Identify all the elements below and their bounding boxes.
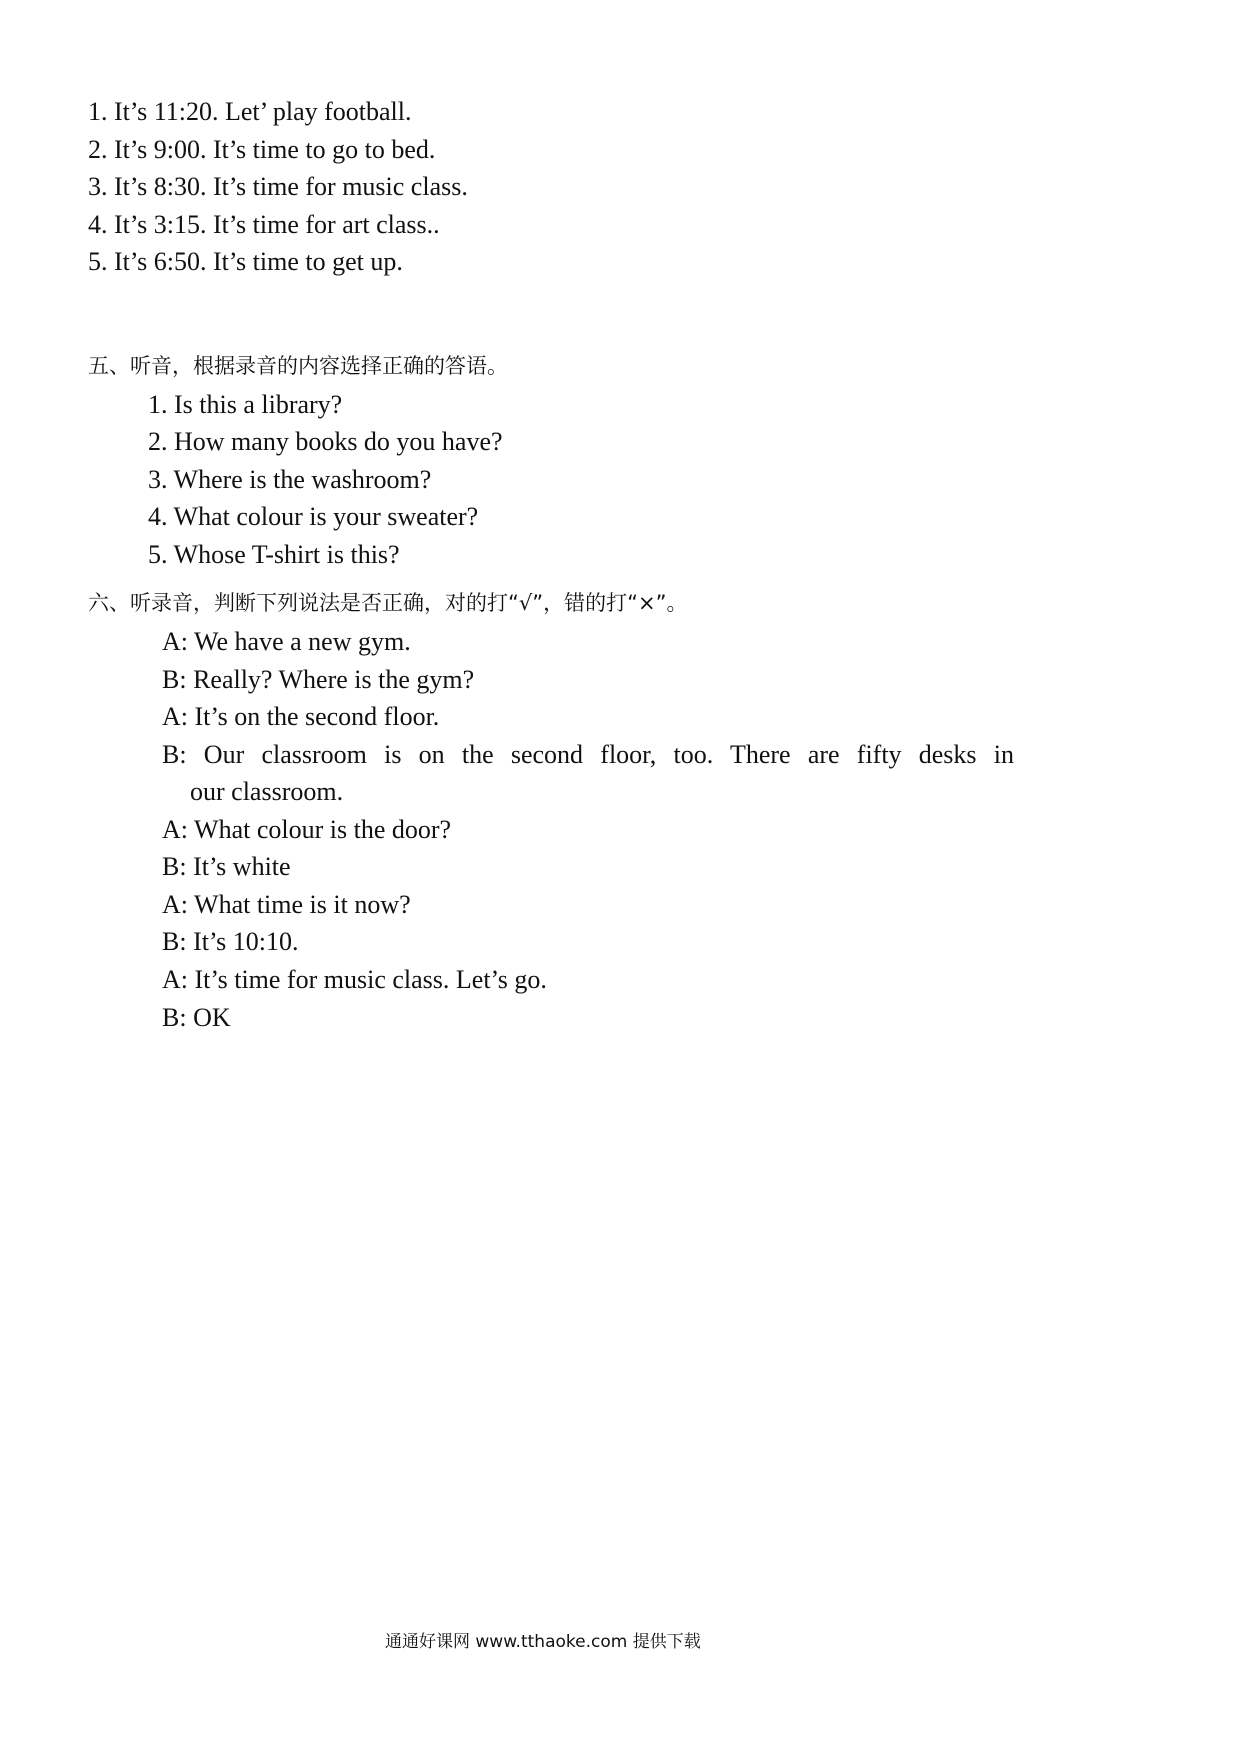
dialogue-line: A: It’s on the second floor. [162,702,440,731]
dialogue-line: A: We have a new gym. [162,627,411,656]
dialogue-line: A: What time is it now? [162,890,411,919]
section5-item-3: 3. Where is the washroom? [148,465,432,494]
footer-text: 通通好课网 www.tthaoke.com 提供下载 [385,1632,701,1652]
dialogue-line-continuation: our classroom. [190,777,344,806]
section4-item-3: 3. It’s 8:30. It’s time for music class. [88,172,468,201]
dialogue-line: B: Our classroom is on the second floor, too. There are fifty desks in [162,740,1014,769]
dialogue-line: B: It’s white [162,852,291,881]
section6-heading: 六、听录音，判断下列说法是否正确，对的打“√”，错的打“×”。 [88,591,688,615]
section4-item-4: 4. It’s 3:15. It’s time for art class.. [88,210,440,239]
section5-heading: 五、听音，根据录音的内容选择正确的答语。 [88,354,508,378]
section4-item-1: 1. It’s 11:20. Let’ play football. [88,97,412,126]
section5-item-5: 5. Whose T-shirt is this? [148,540,400,569]
dialogue-line: B: It’s 10:10. [162,927,299,956]
dialogue-line: A: It’s time for music class. Let’s go. [162,965,547,994]
section5-item-2: 2. How many books do you have? [148,427,503,456]
dialogue-line: B: OK [162,1003,231,1032]
section5-item-4: 4. What colour is your sweater? [148,502,479,531]
section4-item-5: 5. It’s 6:50. It’s time to get up. [88,247,403,276]
dialogue-line: A: What colour is the door? [162,815,452,844]
section4-item-2: 2. It’s 9:00. It’s time to go to bed. [88,135,436,164]
section5-item-1: 1. Is this a library? [148,390,343,419]
dialogue-line: B: Really? Where is the gym? [162,665,475,694]
